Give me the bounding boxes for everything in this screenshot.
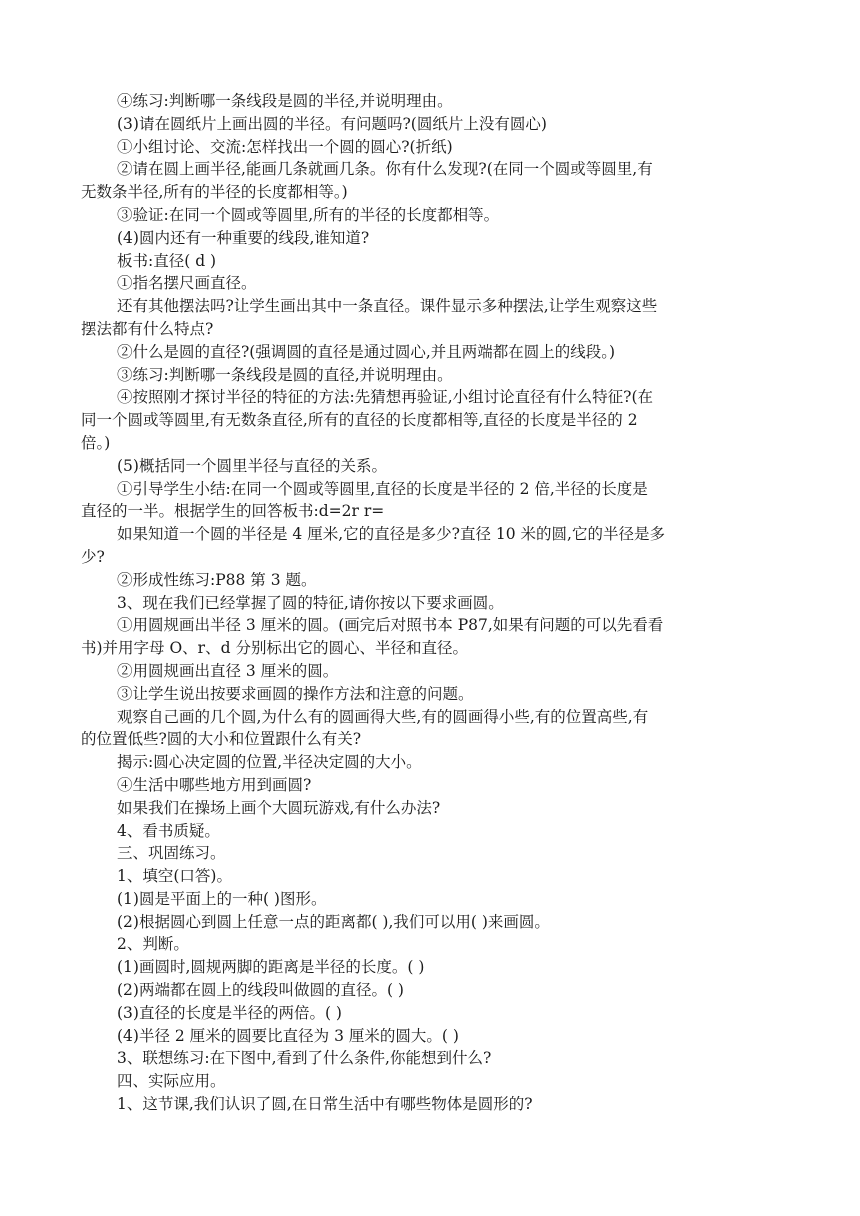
text-line: 同一个圆或等圆里,有无数条直径,所有的直径的长度都相等,直径的长度是半径的 2: [81, 411, 638, 430]
text-line: (4)半径 2 厘米的圆要比直径为 3 厘米的圆大。( ): [117, 1026, 459, 1045]
text-line: 直径的一半。根据学生的回答板书:d=2r r=: [81, 502, 385, 521]
text-line: ④按照刚才探讨半径的特征的方法:先猜想再验证,小组讨论直径有什么特征?(在: [117, 388, 654, 407]
text-line: (1)画圆时,圆规两脚的距离是半径的长度。( ): [117, 958, 425, 977]
text-line: 摆法都有什么特点?: [81, 319, 214, 338]
text-line: 书)并用字母 O、r、d 分别标出它的圆心、半径和直径。: [81, 639, 468, 658]
text-line: 无数条半径,所有的半径的长度都相等。): [81, 183, 348, 202]
text-line: 如果我们在操场上画个大圆玩游戏,有什么办法?: [117, 798, 441, 817]
text-line: 板书:直径( d ): [117, 251, 217, 270]
text-line: 1、填空(口答)。: [117, 867, 232, 886]
text-line: ②请在圆上画半径,能画几条就画几条。你有什么发现?(在同一个圆或等圆里,有: [117, 160, 653, 179]
text-line: ③练习:判断哪一条线段是圆的直径,并说明理由。: [117, 365, 453, 384]
text-line: ①引导学生小结:在同一个圆或等圆里,直径的长度是半径的 2 倍,半径的长度是: [117, 479, 648, 498]
document-body: [81, 90, 777, 1116]
text-line: ①小组讨论、交流:怎样找出一个圆的圆心?(折纸): [117, 137, 453, 156]
text-line: (1)圆是平面上的一种( )图形。: [117, 889, 327, 908]
text-line: 的位置低些?圆的大小和位置跟什么有关?: [81, 730, 362, 749]
text-line: 3、现在我们已经掌握了圆的特征,请你按以下要求画圆。: [117, 593, 504, 612]
text-line: 1、这节课,我们认识了圆,在日常生活中有哪些物体是圆形的?: [117, 1095, 533, 1114]
text-line: 倍。): [81, 433, 111, 452]
text-line: ②形成性练习:P88 第 3 题。: [117, 570, 317, 589]
text-line: (5)概括同一个圆里半径与直径的关系。: [117, 456, 387, 475]
text-line: ②什么是圆的直径?(强调圆的直径是通过圆心,并且两端都在圆上的线段。): [117, 342, 616, 361]
text-line: 三、巩固练习。: [117, 844, 226, 863]
text-line: 4、看书质疑。: [117, 821, 220, 840]
text-line: ③验证:在同一个圆或等圆里,所有的半径的长度都相等。: [117, 205, 500, 224]
text-line: (2)两端都在圆上的线段叫做圆的直径。( ): [117, 981, 404, 1000]
text-line: (4)圆内还有一种重要的线段,谁知道?: [117, 228, 370, 247]
text-line: ②用圆规画出直径 3 厘米的圆。: [117, 661, 339, 680]
text-line: ①用圆规画出半径 3 厘米的圆。(画完后对照书本 P87,如果有问题的可以先看看: [117, 616, 664, 635]
text-line: 2、判断。: [117, 935, 189, 954]
text-line: 少?: [81, 547, 105, 566]
text-line: 四、实际应用。: [117, 1072, 226, 1091]
text-line: (3)直径的长度是半径的两倍。( ): [117, 1003, 342, 1022]
text-line: (2)根据圆心到圆上任意一点的距离都( ),我们可以用( )来画圆。: [117, 912, 550, 931]
text-line: 揭示:圆心决定圆的位置,半径决定圆的大小。: [117, 753, 422, 772]
text-line: 观察自己画的几个圆,为什么有的圆画得大些,有的圆画得小些,有的位置高些,有: [117, 707, 649, 726]
text-line: 还有其他摆法吗?让学生画出其中一条直径。课件显示多种摆法,让学生观察这些: [117, 297, 658, 316]
text-line: ①指名摆尺画直径。: [117, 274, 257, 293]
text-line: ④生活中哪些地方用到画圆?: [117, 775, 312, 794]
text-line: ④练习:判断哪一条线段是圆的半径,并说明理由。: [117, 92, 453, 110]
text-line: ③让学生说出按要求画圆的操作方法和注意的问题。: [117, 684, 474, 703]
text-line: 如果知道一个圆的半径是 4 厘米,它的直径是多少?直径 10 米的圆,它的半径是多: [117, 525, 665, 544]
text-line: 3、联想练习:在下图中,看到了什么条件,你能想到什么?: [117, 1049, 492, 1068]
text-line: (3)请在圆纸片上画出圆的半径。有问题吗?(圆纸片上没有圆心): [117, 114, 547, 133]
